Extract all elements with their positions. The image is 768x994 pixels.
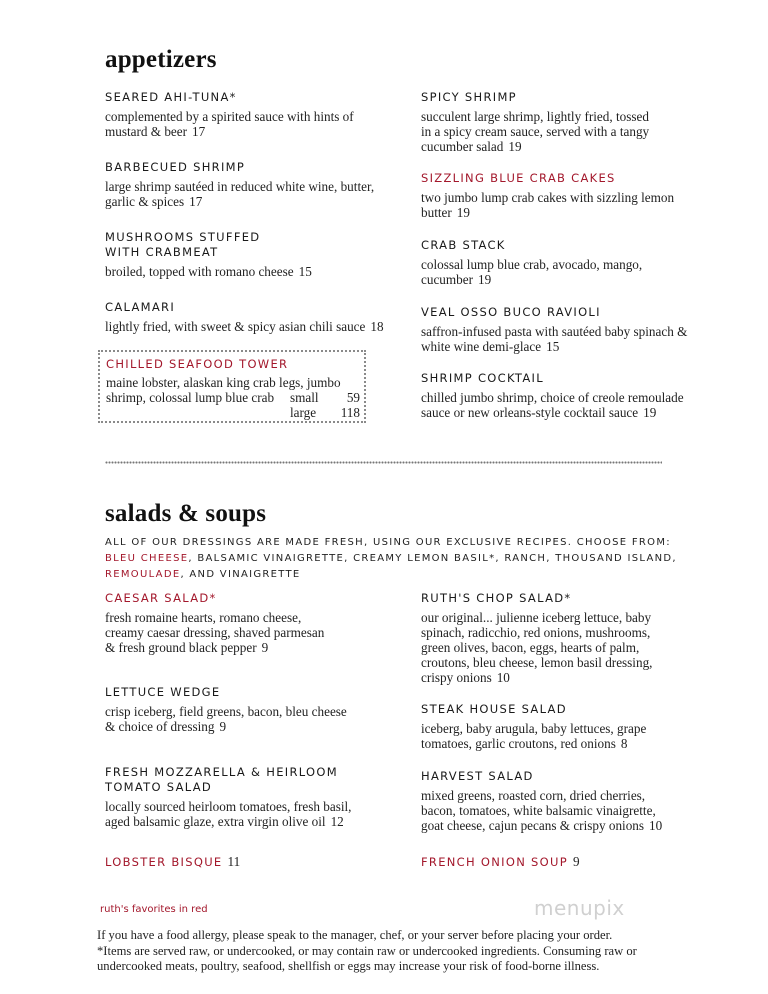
item-price: 19 bbox=[456, 205, 470, 220]
menu-item-spicy-shrimp bbox=[421, 90, 649, 154]
item-price: 19 bbox=[643, 405, 657, 420]
item-name: HARVEST SALAD bbox=[421, 769, 534, 783]
menu-item-seared-ahi-tuna bbox=[105, 90, 354, 139]
item-name: SPICY SHRIMP bbox=[421, 90, 517, 104]
menu-item-veal-osso-buco-ravioli bbox=[421, 305, 687, 354]
menu-item-harvest-salad bbox=[421, 769, 662, 833]
menu-item-steak-house-salad bbox=[421, 702, 646, 751]
tower-small-price: 59 bbox=[346, 390, 360, 405]
item-description: iceberg, baby arugula, baby lettuces, grape tomatoes, garlic croutons, red onions 8 bbox=[421, 721, 647, 751]
appetizers-heading: appetizers bbox=[105, 46, 217, 73]
section-divider bbox=[105, 461, 662, 464]
menupix-watermark: menupix bbox=[534, 896, 625, 920]
menu-item-sizzling-blue-crab-cakes bbox=[421, 171, 674, 220]
item-description: two jumbo lump crab cakes with sizzling lemon butter 19 bbox=[421, 190, 675, 220]
item-price: 15 bbox=[546, 339, 560, 354]
item-name: SEARED AHI-TUNA* bbox=[105, 90, 237, 104]
seafood-tower-box bbox=[98, 350, 366, 423]
item-price: 19 bbox=[508, 139, 522, 154]
bleu-cheese-highlight: BLEU CHEESE bbox=[105, 553, 189, 564]
item-name: SHRIMP COCKTAIL bbox=[421, 371, 544, 385]
allergy-note: If you have a food allergy, please speak to the manager, chef, or your server before placing your order. bbox=[97, 928, 613, 942]
item-name: SIZZLING BLUE CRAB CAKES bbox=[421, 171, 616, 185]
menu-item-ruths-chop-salad bbox=[421, 591, 652, 685]
menu-item-barbecued-shrimp bbox=[105, 160, 374, 209]
menu-item-mushrooms-stuffed bbox=[105, 230, 312, 279]
menu-item-french-onion-soup bbox=[421, 854, 580, 870]
item-price: 9 bbox=[261, 640, 269, 655]
item-name: CRAB STACK bbox=[421, 238, 506, 252]
salads-soups-heading: salads & soups bbox=[105, 500, 267, 527]
item-price: 15 bbox=[298, 264, 312, 279]
item-description: crisp iceberg, field greens, bacon, bleu cheese & choice of dressing 9 bbox=[105, 704, 347, 734]
item-description: large shrimp sautéed in reduced white wine, butter, garlic & spices 17 bbox=[105, 179, 375, 209]
raw-warning-line1: *Items are served raw, or undercooked, or may contain raw or undercooked ingredients. Consuming raw or bbox=[97, 944, 637, 958]
item-price: 12 bbox=[330, 814, 344, 829]
item-name: CALAMARI bbox=[105, 300, 176, 314]
item-description: colossal lump blue crab, avocado, mango, cucumber 19 bbox=[421, 257, 643, 287]
item-name: VEAL OSSO BUCO RAVIOLI bbox=[421, 305, 601, 319]
item-name: CAESAR SALAD* bbox=[105, 591, 217, 605]
item-price: 11 bbox=[227, 854, 241, 869]
menu-item-fresh-mozzarella-heirloom bbox=[105, 765, 351, 829]
item-description: succulent large shrimp, lightly fried, tossed in a spicy cream sauce, served with a tangy cucumber salad 19 bbox=[421, 109, 650, 154]
item-name: CHILLED SEAFOOD TOWER bbox=[106, 357, 289, 371]
item-name: FRENCH ONION SOUP 9 bbox=[421, 854, 580, 869]
raw-warning-line2: undercooked meats, poultry, seafood, shellfish or eggs may increase your risk of food-borne illness. bbox=[97, 959, 600, 973]
tower-large-label: large bbox=[290, 405, 317, 420]
item-name: RUTH'S CHOP SALAD* bbox=[421, 591, 572, 605]
item-description: broiled, topped with romano cheese 15 bbox=[105, 264, 312, 279]
tower-large-price: 118 bbox=[340, 405, 360, 420]
item-name: BARBECUED SHRIMP bbox=[105, 160, 246, 174]
item-description: saffron-infused pasta with sautéed baby spinach & white wine demi-glace 15 bbox=[421, 324, 688, 354]
menu-item-lettuce-wedge bbox=[105, 685, 347, 734]
item-price: 10 bbox=[496, 670, 510, 685]
item-description: chilled jumbo shrimp, choice of creole remoulade sauce or new orleans-style cocktail sauce 19 bbox=[421, 390, 684, 420]
menu-item-shrimp-cocktail bbox=[421, 371, 684, 420]
item-name: STEAK HOUSE SALAD bbox=[421, 702, 567, 716]
menu-item-calamari bbox=[105, 300, 384, 334]
menu-item-lobster-bisque bbox=[105, 854, 240, 870]
tower-small-label: small bbox=[290, 390, 319, 405]
item-price: 17 bbox=[192, 124, 206, 139]
item-description: maine lobster, alaskan king crab legs, jumbo shrimp, colossal lump blue crab small 59 large 118 bbox=[106, 375, 360, 420]
item-description: mixed greens, roasted corn, dried cherries, bacon, tomatoes, white balsamic vinaigrette, goat cheese, cajun pecans & crispy onions 10 bbox=[421, 788, 663, 833]
item-price: 8 bbox=[620, 736, 628, 751]
item-description: our original... julienne iceberg lettuce, baby spinach, radicchio, red onions, mushrooms, green olives, bacon, eggs, hearts of palm, croutons, bleu cheese, lemon basil dressing, crispy onions 10 bbox=[421, 610, 653, 685]
item-price: 17 bbox=[189, 194, 203, 209]
item-price: 9 bbox=[219, 719, 227, 734]
item-description: complemented by a spirited sauce with hints of mustard & beer 17 bbox=[105, 109, 354, 139]
item-price: 19 bbox=[478, 272, 492, 287]
item-description: locally sourced heirloom tomatoes, fresh basil, aged balsamic glaze, extra virgin olive oil 12 bbox=[105, 799, 352, 829]
item-description: lightly fried, with sweet & spicy asian chili sauce 18 bbox=[105, 319, 384, 334]
item-price: 9 bbox=[572, 854, 580, 869]
remoulade-highlight: REMOULADE bbox=[105, 569, 181, 580]
item-name: MUSHROOMS STUFFED WITH CRABMEAT bbox=[105, 230, 261, 259]
item-description: fresh romaine hearts, romano cheese, creamy caesar dressing, shaved parmesan & fresh ground black pepper 9 bbox=[105, 610, 325, 655]
menu-item-crab-stack bbox=[421, 238, 642, 287]
item-name: LOBSTER BISQUE 11 bbox=[105, 854, 241, 869]
item-price: 18 bbox=[370, 319, 384, 334]
item-name: LETTUCE WEDGE bbox=[105, 685, 221, 699]
favorites-note: ruth's favorites in red bbox=[100, 904, 208, 915]
dressings-intro: ALL OF OUR DRESSINGS ARE MADE FRESH, USING OUR EXCLUSIVE RECIPES. CHOOSE FROM: BLEU CHEESE, BALSAMIC VINAIGRETTE, CREAMY LEMON BASIL*, RANCH, THOUSAND ISLAND, REMOULADE, AND VINAIGRETTE bbox=[105, 537, 677, 580]
item-name: FRESH MOZZARELLA & HEIRLOOM TOMATO SALAD bbox=[105, 765, 338, 794]
item-price: 10 bbox=[649, 818, 663, 833]
menu-item-caesar-salad bbox=[105, 591, 324, 655]
